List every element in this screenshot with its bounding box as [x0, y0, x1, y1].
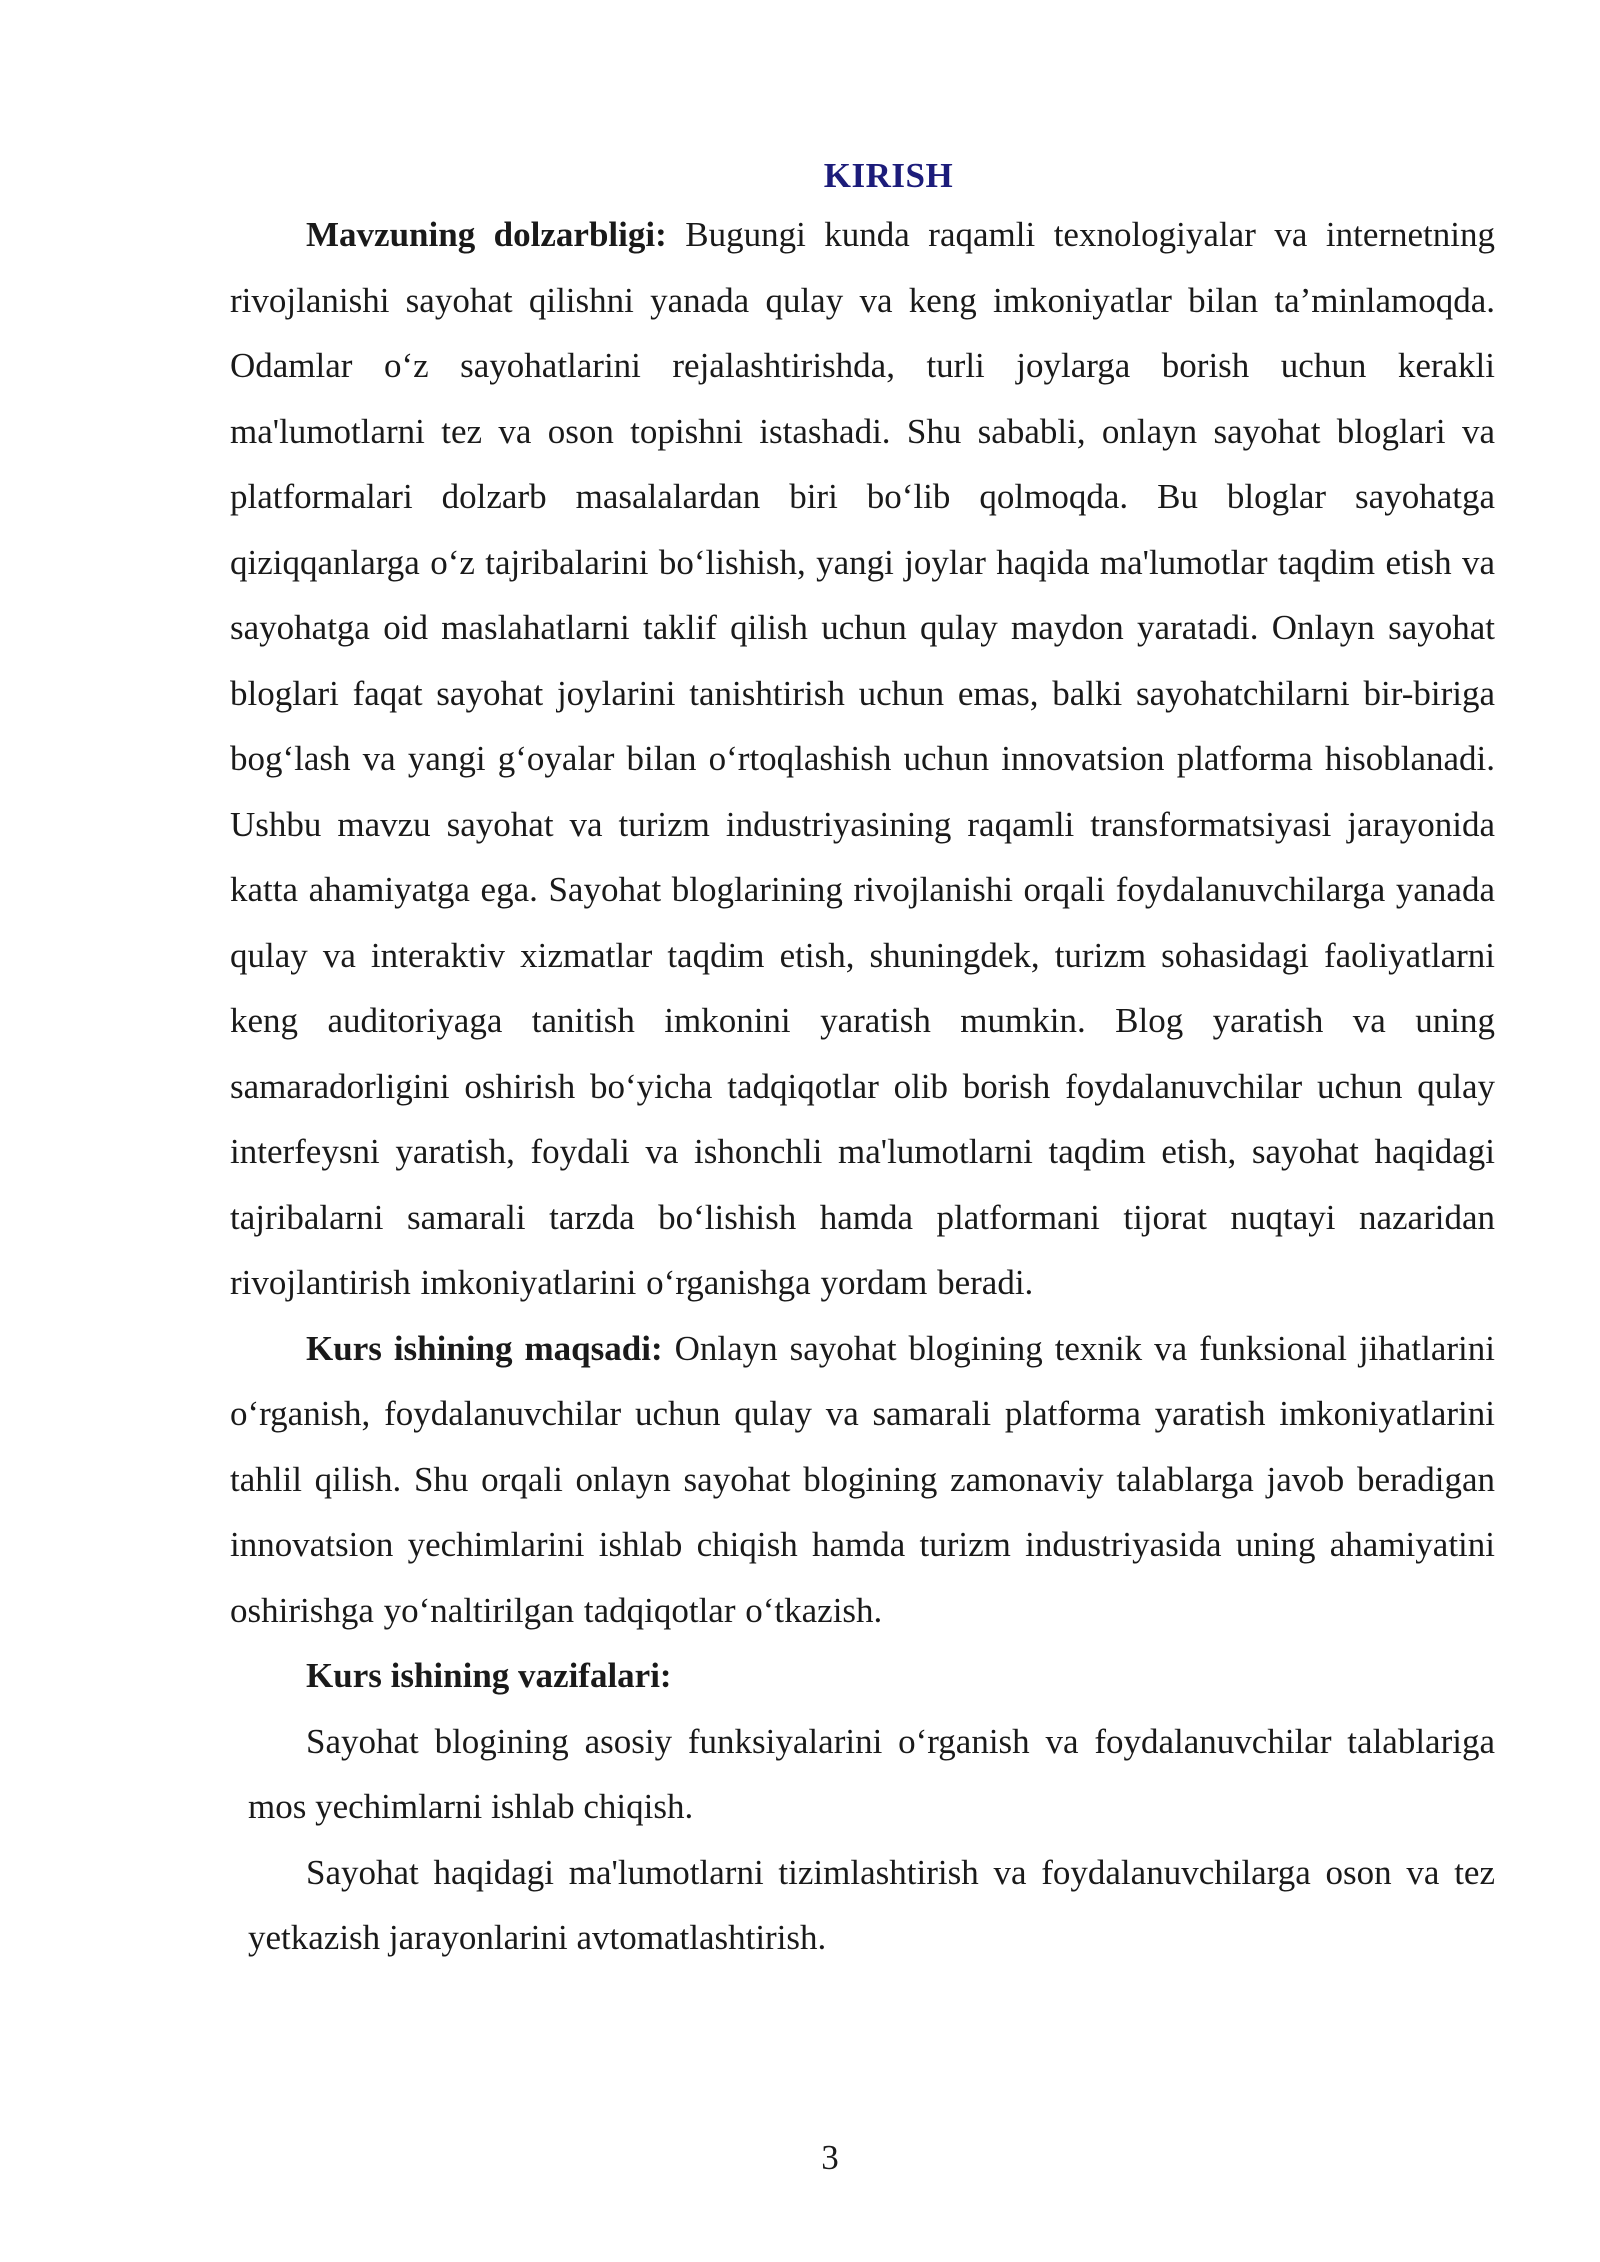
goal-text: Onlayn sayohat blogining texnik va funksional jihatlarini o‘rganish, foydalanuvchilar uchun qulay va samarali platforma yaratish imkoniyatlarini tahlil qilish. Shu orqali onlayn sayohat blogining zamonaviy talablarga javob beradigan innovatsion yechimlarini ishlab chiqish hamda turizm industriyasida uning ahamiyatini oshirishga yo‘naltirilgan tadqiqotlar o‘tkazish.: [230, 1328, 1496, 1630]
task-item: Sayohat blogining asosiy funksiyalarini o‘rganish va foydalanuvchilar talablariga mos yechimlarni ishlab chiqish.: [248, 1721, 1495, 1826]
relevance-paragraph: [230, 202, 1495, 1316]
task-item: Sayohat haqidagi ma'lumotlarni tizimlashtirish va foydalanuvchilarga oson va tez yetkazish jarayonlarini avtomatlashtirish.: [248, 1852, 1495, 1957]
goal-paragraph: [230, 1316, 1495, 1644]
page-number: 3: [821, 2138, 839, 2177]
tasks-heading: Kurs ishining vazifalari:: [306, 1656, 672, 1695]
relevance-label: Mavzuning dolzarbligi:: [306, 215, 667, 254]
page-title: KIRISH: [823, 156, 954, 195]
page-content: [230, 150, 1495, 1971]
relevance-text: Bugungi kunda raqamli texnologiyalar va internetning rivojlanishi sayohat qilishni yanada qulay va keng imkoniyatlar bilan ta’minlamoqda. Odamlar o‘z sayohatlarini rejalashtirishda, turli joylarga borish uchun kerakli ma'lumotlarni tez va oson topishni istashadi. Shu sababli, onlayn sayohat bloglari va platformalari dolzarb masalalardan biri bo‘lib qolmoqda. Bu bloglar sayohatga qiziqqanlarga o‘z tajribalarini bo‘lishish, yangi joylar haqida ma'lumotlar taqdim etish va sayohatga oid maslahatlarni taklif qilish uchun qulay maydon yaratadi. Onlayn sayohat bloglari faqat sayohat joylarini tanishtirish uchun emas, balki sayohatchilarni bir-biriga bog‘lash va yangi g‘oyalar bilan o‘rtoqlashish uchun innovatsion platforma hisoblanadi. Ushbu mavzu sayohat va turizm industriyasining raqamli transformatsiyasi jarayonida katta ahamiyatga ega. Sayohat bloglarining rivojlanishi orqali foydalanuvchilarga yanada qulay va interaktiv xizmatlar taqdim etish, shuningdek, turizm sohasidagi faoliyatlarni keng auditoriyaga tanitish imkonini yaratish mumkin. Blog yaratish va uning samaradorligini oshirish bo‘yicha tadqiqotlar olib borish foydalanuvchilar uchun qulay interfeysni yaratish, foydali va ishonchli ma'lumotlarni taqdim etish, sayohat haqidagi tajribalarni samarali tarzda bo‘lishish hamda platformani tijorat nuqtayi nazaridan rivojlantirish imkoniyatlarini o‘rganishga yordam beradi.: [230, 215, 1495, 1302]
goal-label: Kurs ishining maqsadi:: [306, 1328, 663, 1368]
